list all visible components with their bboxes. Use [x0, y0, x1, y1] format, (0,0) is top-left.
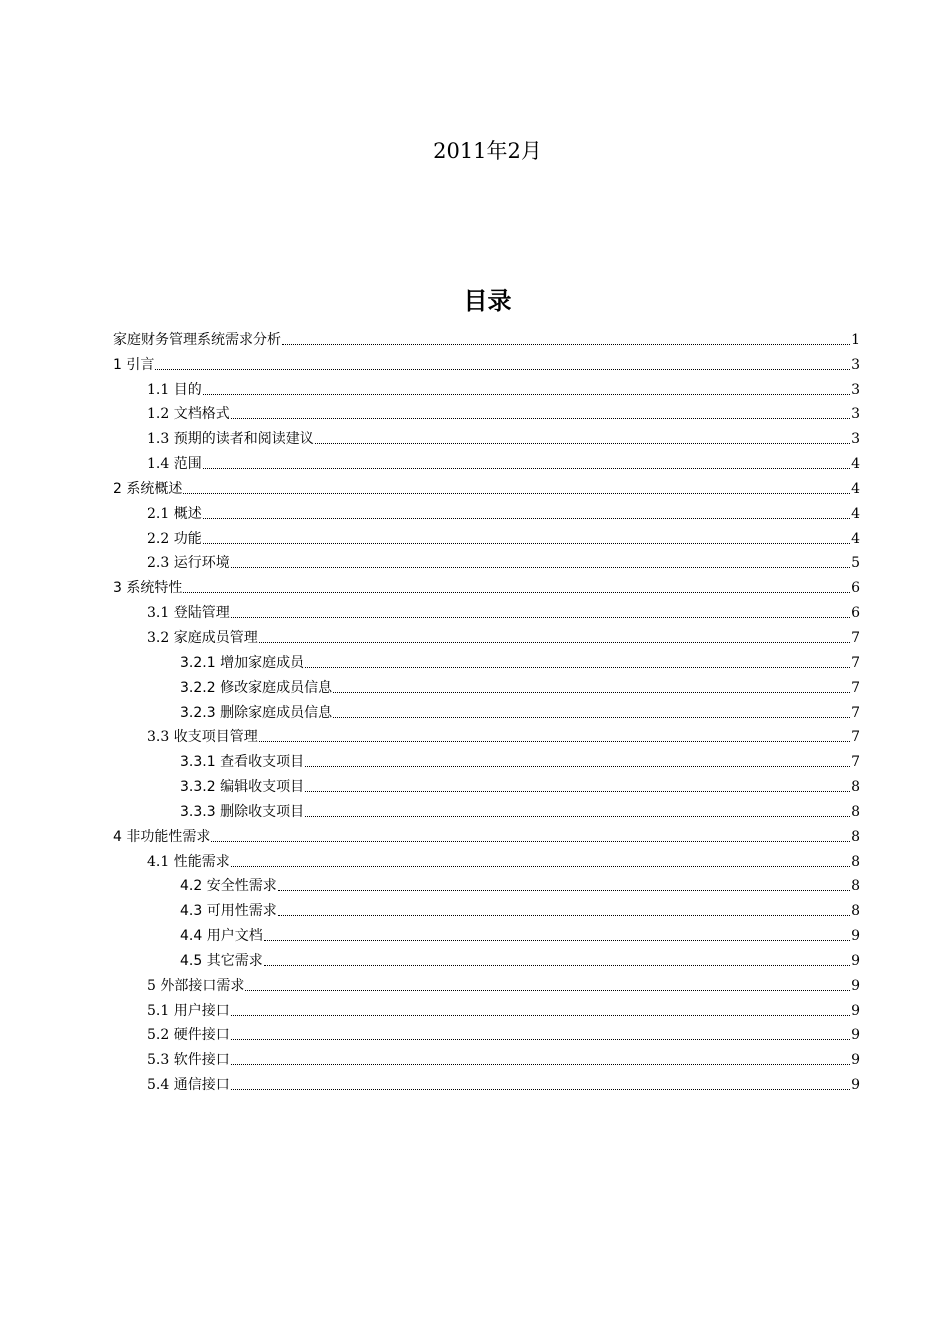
toc-entry-text: 4 非功能性需求 — [113, 828, 211, 845]
toc-entry[interactable] — [113, 822, 860, 847]
toc-entry-text: 3.2 家庭成员管理 — [147, 629, 258, 646]
toc-entry-text: 4.5 其它需求 — [180, 952, 263, 969]
toc-entry[interactable] — [113, 1045, 860, 1070]
toc-dot-leader — [264, 965, 850, 966]
toc-entry-page-number: 7 — [851, 754, 860, 771]
toc-entry[interactable] — [113, 698, 860, 723]
toc-entry-page-number: 8 — [851, 828, 860, 845]
toc-entry-page-number: 8 — [851, 803, 860, 820]
toc-entry[interactable] — [113, 847, 860, 872]
toc-entry[interactable] — [113, 474, 860, 499]
toc-entry-page-number: 7 — [851, 704, 860, 721]
document-date: 2011年2月 — [433, 139, 542, 163]
toc-dot-leader — [305, 766, 850, 767]
toc-entry[interactable] — [113, 747, 860, 772]
toc-entry-page-number: 4 — [851, 456, 860, 473]
toc-entry-text: 5.4 通信接口 — [147, 1077, 230, 1094]
toc-entry-page-number: 8 — [851, 878, 860, 895]
toc-dot-leader — [183, 592, 850, 593]
toc-entry-text: 3.3.1 查看收支项目 — [180, 754, 305, 771]
toc-entry-text: 1 引言 — [113, 356, 155, 373]
toc-dot-leader — [305, 816, 850, 817]
toc-dot-leader — [278, 915, 850, 916]
toc-dot-leader — [231, 418, 850, 419]
toc-entry-page-number: 9 — [851, 1027, 860, 1044]
toc-dot-leader — [282, 344, 850, 345]
toc-dot-leader — [278, 890, 850, 891]
toc-entry-text: 1.4 范围 — [147, 456, 202, 473]
toc-entry-page-number: 9 — [851, 1002, 860, 1019]
toc-entry-page-number: 4 — [851, 505, 860, 522]
toc-entry-text: 4.3 可用性需求 — [180, 903, 277, 920]
toc-entry-text: 4.4 用户文档 — [180, 928, 263, 945]
toc-entry[interactable] — [113, 499, 860, 524]
toc-entry[interactable] — [113, 623, 860, 648]
toc-entry-text: 1.2 文档格式 — [147, 406, 230, 423]
toc-dot-leader — [203, 518, 850, 519]
toc-dot-leader — [333, 692, 850, 693]
toc-entry[interactable] — [113, 424, 860, 449]
toc-entry[interactable] — [113, 723, 860, 748]
toc-dot-leader — [259, 642, 850, 643]
table-of-contents — [113, 325, 860, 1095]
toc-entry[interactable] — [113, 648, 860, 673]
toc-entry[interactable] — [113, 971, 860, 996]
toc-dot-leader — [203, 468, 850, 469]
toc-dot-leader — [315, 443, 850, 444]
toc-entry-page-number: 7 — [851, 679, 860, 696]
toc-entry-text: 3.2.2 修改家庭成员信息 — [180, 679, 333, 696]
toc-entry-page-number: 9 — [851, 928, 860, 945]
toc-entry[interactable] — [113, 524, 860, 549]
toc-dot-leader — [264, 940, 850, 941]
toc-entry-page-number: 6 — [851, 605, 860, 622]
toc-entry-text: 1.1 目的 — [147, 381, 202, 398]
toc-entry-page-number: 9 — [851, 1077, 860, 1094]
toc-entry-text: 4.2 安全性需求 — [180, 878, 277, 895]
toc-entry-text: 家庭财务管理系统需求分析 — [113, 331, 281, 348]
toc-entry-text: 5.2 硬件接口 — [147, 1027, 230, 1044]
toc-entry-page-number: 9 — [851, 977, 860, 994]
toc-dot-leader — [211, 841, 850, 842]
toc-dot-leader — [305, 791, 850, 792]
toc-entry[interactable] — [113, 772, 860, 797]
toc-entry-page-number: 1 — [851, 331, 860, 348]
toc-entry-page-number: 6 — [851, 580, 860, 597]
toc-entry-text: 3.3.2 编辑收支项目 — [180, 779, 305, 796]
toc-entry-page-number: 3 — [851, 381, 860, 398]
toc-dot-leader — [245, 990, 850, 991]
toc-entry[interactable] — [113, 375, 860, 400]
toc-entry-text: 4.1 性能需求 — [147, 853, 230, 870]
toc-entry-text: 2.2 功能 — [147, 530, 202, 547]
toc-dot-leader — [203, 394, 850, 395]
toc-dot-leader — [333, 717, 850, 718]
toc-dot-leader — [259, 741, 850, 742]
toc-dot-leader — [231, 1015, 850, 1016]
toc-entry[interactable] — [113, 350, 860, 375]
toc-entry-text: 3.2.1 增加家庭成员 — [180, 654, 305, 671]
toc-entry-page-number: 8 — [851, 853, 860, 870]
toc-dot-leader — [305, 667, 850, 668]
toc-entry-page-number: 7 — [851, 729, 860, 746]
toc-entry-text: 1.3 预期的读者和阅读建议 — [147, 431, 314, 448]
toc-entry[interactable] — [113, 598, 860, 623]
toc-entry-text: 3.3.3 删除收支项目 — [180, 803, 305, 820]
toc-dot-leader — [155, 369, 850, 370]
toc-entry-page-number: 8 — [851, 903, 860, 920]
toc-entry-text: 3.2.3 删除家庭成员信息 — [180, 704, 333, 721]
toc-entry-text: 2 系统概述 — [113, 480, 183, 497]
toc-entry-page-number: 4 — [851, 480, 860, 497]
toc-dot-leader — [231, 617, 850, 618]
toc-dot-leader — [231, 567, 850, 568]
toc-entry[interactable] — [113, 921, 860, 946]
toc-entry-page-number: 4 — [851, 530, 860, 547]
toc-entry-text: 5.1 用户接口 — [147, 1002, 230, 1019]
toc-entry-page-number: 7 — [851, 629, 860, 646]
toc-entry[interactable] — [113, 946, 860, 971]
toc-entry[interactable] — [113, 797, 860, 822]
toc-entry-page-number: 3 — [851, 431, 860, 448]
toc-entry[interactable] — [113, 325, 860, 350]
toc-entry[interactable] — [113, 872, 860, 897]
toc-entry[interactable] — [113, 1070, 860, 1095]
toc-entry-page-number: 8 — [851, 779, 860, 796]
toc-entry-text: 5.3 软件接口 — [147, 1052, 230, 1069]
toc-dot-leader — [231, 1064, 850, 1065]
toc-dot-leader — [183, 493, 850, 494]
toc-entry-text: 3 系统特性 — [113, 580, 183, 597]
toc-entry[interactable] — [113, 896, 860, 921]
toc-entry[interactable] — [113, 573, 860, 598]
toc-entry[interactable] — [113, 549, 860, 574]
toc-entry-text: 3.1 登陆管理 — [147, 605, 230, 622]
toc-dot-leader — [231, 866, 850, 867]
toc-entry[interactable] — [113, 449, 860, 474]
toc-dot-leader — [231, 1089, 850, 1090]
toc-dot-leader — [203, 543, 850, 544]
toc-entry-text: 2.3 运行环境 — [147, 555, 230, 572]
toc-entry[interactable] — [113, 673, 860, 698]
toc-entry-page-number: 7 — [851, 654, 860, 671]
toc-title: 目录 — [463, 287, 512, 315]
toc-dot-leader — [231, 1039, 850, 1040]
toc-entry[interactable] — [113, 996, 860, 1021]
toc-entry-text: 5 外部接口需求 — [147, 977, 245, 994]
toc-entry-page-number: 3 — [851, 356, 860, 373]
toc-entry[interactable] — [113, 400, 860, 425]
toc-entry-text: 3.3 收支项目管理 — [147, 729, 258, 746]
toc-entry[interactable] — [113, 1021, 860, 1046]
toc-entry-page-number: 9 — [851, 952, 860, 969]
toc-entry-page-number: 3 — [851, 406, 860, 423]
toc-entry-text: 2.1 概述 — [147, 505, 202, 522]
toc-entry-page-number: 5 — [851, 555, 860, 572]
toc-entry-page-number: 9 — [851, 1052, 860, 1069]
